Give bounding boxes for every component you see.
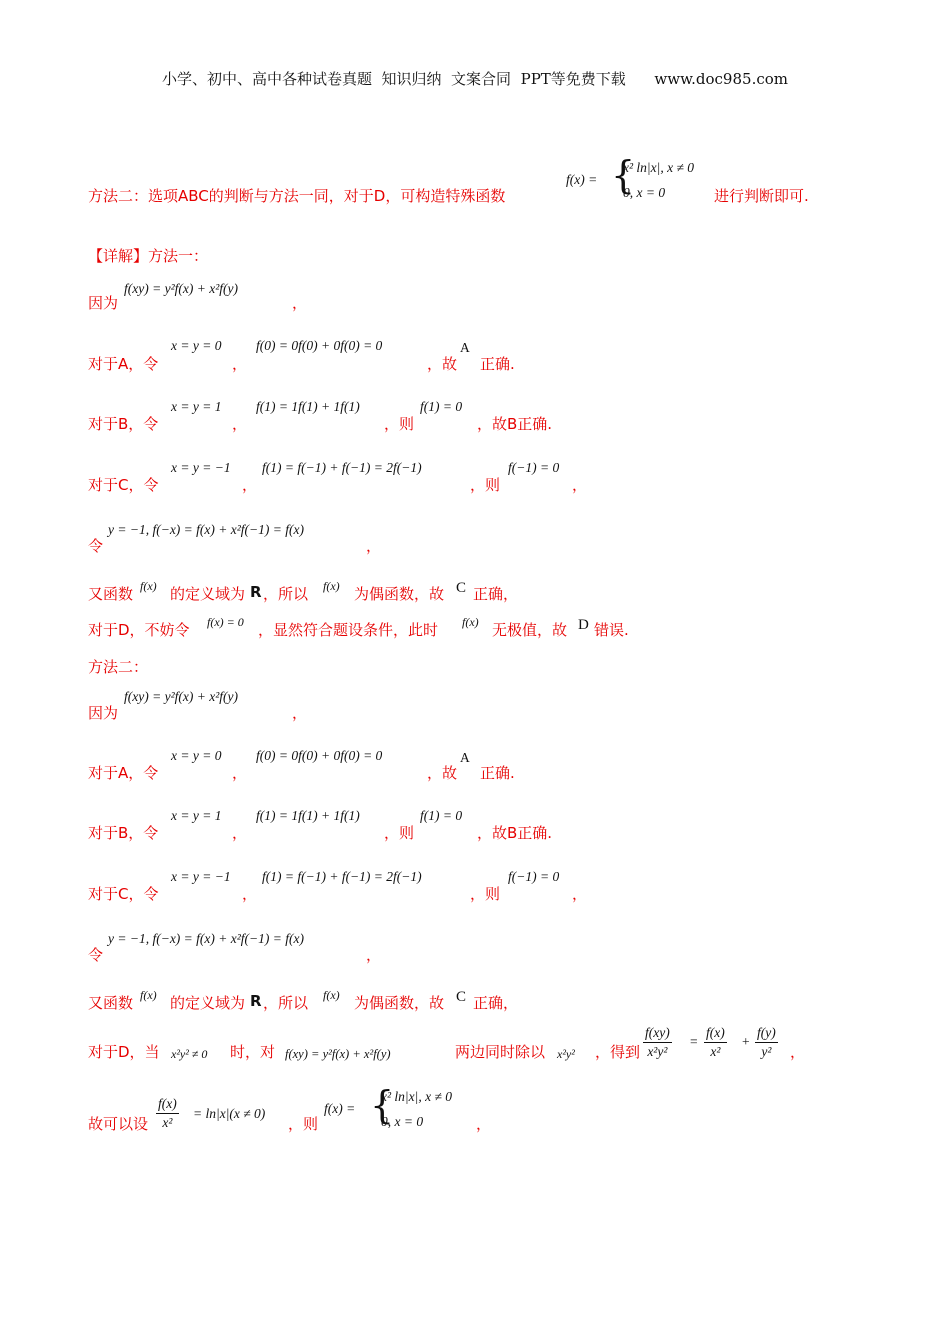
even-text-1: 又函数 — [88, 994, 134, 1012]
real-set: R — [250, 992, 262, 1010]
m2-last-text-3: ， — [476, 1115, 492, 1133]
option-b-calc: f(1) = 1f(1) + 1f(1) — [256, 399, 360, 414]
option-a-prefix: 对于A，令 — [88, 355, 159, 373]
fraction-fy — [755, 1025, 778, 1060]
even-letter: C — [456, 580, 467, 596]
option-b-result: f(1) = 0 — [420, 808, 463, 823]
piecewise-brace: { — [611, 153, 636, 197]
m1-d-text-4: 错误. — [594, 621, 629, 639]
fraction-fx — [704, 1025, 727, 1060]
option-c-calc: f(1) = f(−1) + f(−1) = 2f(−1) — [262, 460, 422, 475]
even-text-4: 为偶函数，故 — [354, 585, 445, 603]
option-c-calc: f(1) = f(−1) + f(−1) = 2f(−1) — [262, 869, 422, 884]
even-text-4: 为偶函数，故 — [354, 994, 445, 1012]
option-a-let: x = y = 0 — [171, 338, 222, 353]
even-fx-1: f(x) — [140, 579, 157, 593]
m2-d-text-4: ，得到 — [595, 1043, 641, 1061]
option-a-mid: ，故 — [427, 355, 458, 373]
m2-last-ln-expression: = ln|x|(x ≠ 0) — [193, 1106, 266, 1121]
even-text-3: ，所以 — [263, 585, 309, 603]
option-b-prefix: 对于B，令 — [88, 415, 159, 433]
fraction-fx-over-x2 — [156, 1096, 179, 1131]
even-text-2: 的定义域为 — [170, 585, 246, 603]
fraction-fy-numerator: f(y) — [755, 1025, 778, 1043]
functional-equation: f(xy) = y²f(x) + x²f(y) — [124, 281, 238, 296]
option-a-calc: f(0) = 0f(0) + 0f(0) = 0 — [256, 338, 383, 353]
option-a-mid: ，故 — [427, 764, 458, 782]
comma: ， — [572, 476, 588, 494]
even-text-3: ，所以 — [263, 994, 309, 1012]
let-label: 令 — [88, 537, 104, 555]
plus-sign: + — [742, 1034, 750, 1049]
option-a-end: 正确. — [480, 764, 515, 782]
because-label: 因为 — [88, 704, 119, 722]
option-c-then: ，则 — [470, 885, 501, 903]
detail-label: 【详解】方法一： — [88, 247, 209, 265]
m2-last-text-1: 故可以设 — [88, 1115, 149, 1133]
option-b-let: x = y = 1 — [171, 808, 222, 823]
option-a-letter: A — [460, 750, 470, 765]
option-c-let: x = y = −1 — [171, 869, 231, 884]
option-b-end: ，故B正确. — [477, 415, 553, 433]
option-c-prefix: 对于C，令 — [88, 476, 159, 494]
option-a-letter: A — [460, 340, 470, 355]
option-a-prefix: 对于A，令 — [88, 764, 159, 782]
option-b-result: f(1) = 0 — [420, 399, 463, 414]
option-c-prefix: 对于C，令 — [88, 885, 159, 903]
even-text-5: 正确， — [473, 994, 519, 1012]
m1-d-let: f(x) = 0 — [207, 615, 244, 629]
comma: ， — [242, 476, 258, 494]
comma: ， — [232, 764, 248, 782]
m2-d-equation: f(xy) = y²f(x) + x²f(y) — [285, 1047, 391, 1061]
fraction-fx-over-x2-denominator: x² — [162, 1115, 173, 1130]
even-fx-1: f(x) — [140, 988, 157, 1002]
option-a-calc: f(0) = 0f(0) + 0f(0) = 0 — [256, 748, 383, 763]
m1-d-text-1: 对于D，不妨令 — [88, 621, 190, 639]
comma: ， — [232, 355, 248, 373]
comma: ， — [232, 824, 248, 842]
comma: ， — [242, 885, 258, 903]
m2-d-text-5: ， — [790, 1043, 806, 1061]
comma: ， — [366, 537, 382, 555]
m2-d-text-1: 对于D，当 — [88, 1043, 160, 1061]
comma: ， — [292, 294, 308, 312]
even-text-2: 的定义域为 — [170, 994, 246, 1012]
fraction-fy-denominator: y² — [761, 1044, 772, 1059]
m1-d-text-3: 无极值，故 — [492, 621, 568, 639]
m2-last-text-2: ，则 — [288, 1115, 319, 1133]
fraction-fxy-numerator: f(xy) — [643, 1025, 672, 1043]
comma: ， — [232, 415, 248, 433]
fraction-fxy — [643, 1025, 672, 1060]
m2-d-condition: x²y² ≠ 0 — [171, 1047, 208, 1061]
method2-label: 方法二： — [88, 658, 149, 676]
page-header: 小学、初中、高中各种试卷真题 知识归纳 文案合同 PPT等免费下载 www.doc985.com — [161, 70, 788, 88]
option-b-calc: f(1) = 1f(1) + 1f(1) — [256, 808, 360, 823]
equals-sign: = — [690, 1034, 698, 1049]
option-b-let: x = y = 1 — [171, 399, 222, 414]
fraction-fx-denominator: x² — [710, 1044, 721, 1059]
option-b-prefix: 对于B，令 — [88, 824, 159, 842]
piecewise-lhs: f(x) = — [324, 1101, 356, 1116]
option-b-then: ，则 — [384, 824, 415, 842]
real-set: R — [250, 583, 262, 601]
m1-d-text-2: ，显然符合题设条件，此时 — [258, 621, 439, 639]
option-c-result: f(−1) = 0 — [508, 460, 560, 475]
m1-d-fx: f(x) — [462, 615, 479, 629]
even-fx-2: f(x) — [323, 988, 340, 1002]
option-b-end: ，故B正确. — [477, 824, 553, 842]
option-c-result: f(−1) = 0 — [508, 869, 560, 884]
piecewise-case-2: 0, x = 0 — [623, 185, 666, 200]
because-label: 因为 — [88, 294, 119, 312]
let-substitution: y = −1, f(−x) = f(x) + x²f(−1) = f(x) — [108, 522, 304, 537]
even-letter: C — [456, 989, 467, 1005]
option-b-then: ，则 — [384, 415, 415, 433]
m2-d-divisor: x²y² — [557, 1047, 575, 1061]
method2-intro-text: 方法二：选项ABC的判断与方法一同，对于D，可构造特殊函数 — [88, 187, 506, 205]
piecewise-case-1: x² ln|x|, x ≠ 0 — [381, 1089, 452, 1104]
piecewise-case-2: 0, x = 0 — [381, 1114, 424, 1129]
fraction-fx-over-x2-numerator: f(x) — [156, 1096, 179, 1114]
m2-d-text-2: 时，对 — [230, 1043, 276, 1061]
let-label: 令 — [88, 946, 104, 964]
m2-d-text-3: 两边同时除以 — [455, 1043, 546, 1061]
fraction-fx-numerator: f(x) — [704, 1025, 727, 1043]
option-c-let: x = y = −1 — [171, 460, 231, 475]
let-substitution: y = −1, f(−x) = f(x) + x²f(−1) = f(x) — [108, 931, 304, 946]
even-fx-2: f(x) — [323, 579, 340, 593]
piecewise-brace: { — [370, 1083, 395, 1127]
option-a-end: 正确. — [480, 355, 515, 373]
m1-d-letter: D — [578, 617, 589, 633]
option-c-then: ，则 — [470, 476, 501, 494]
piecewise-lhs: f(x) = — [566, 172, 598, 187]
functional-equation: f(xy) = y²f(x) + x²f(y) — [124, 689, 238, 704]
method2-intro-tail: 进行判断即可. — [714, 187, 809, 205]
even-text-1: 又函数 — [88, 585, 134, 603]
comma: ， — [292, 704, 308, 722]
comma: ， — [572, 885, 588, 903]
fraction-fxy-denominator: x²y² — [647, 1044, 668, 1059]
comma: ， — [366, 946, 382, 964]
even-text-5: 正确， — [473, 585, 519, 603]
piecewise-case-1: x² ln|x|, x ≠ 0 — [623, 160, 694, 175]
option-a-let: x = y = 0 — [171, 748, 222, 763]
